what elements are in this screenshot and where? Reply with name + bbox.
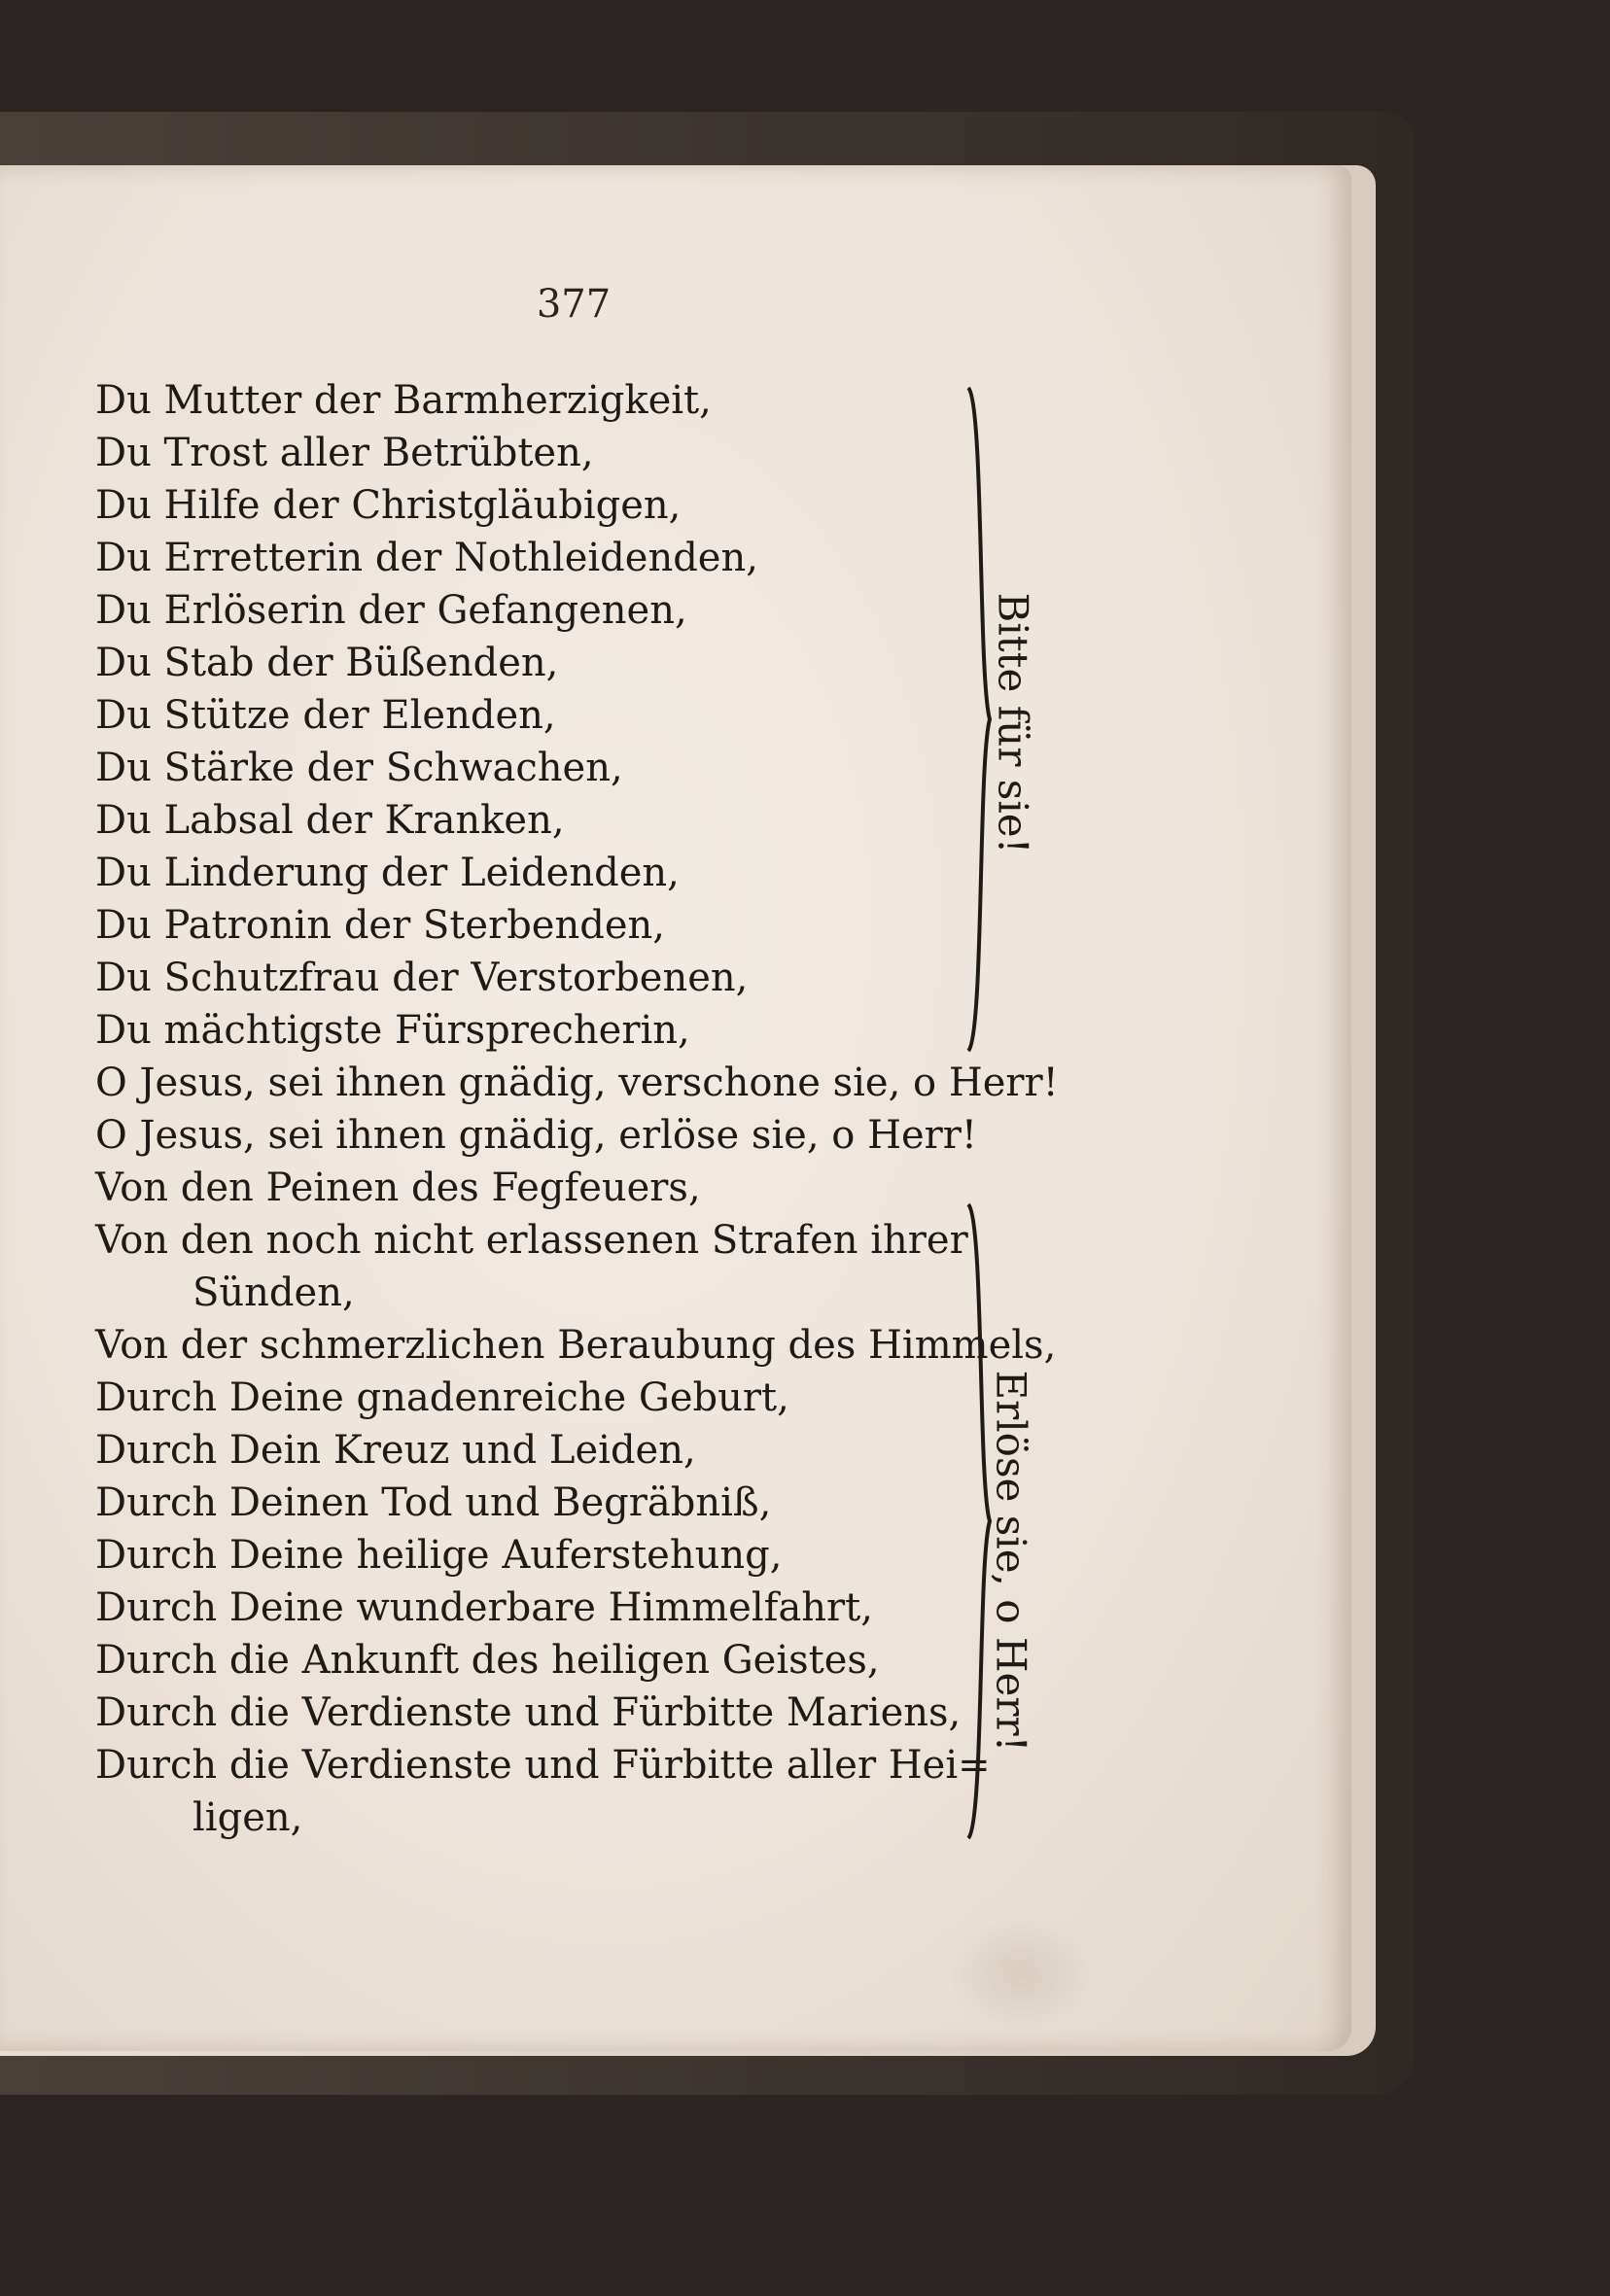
paper-stain [948, 1915, 1094, 2032]
text-line: Du Stärke der Schwachen, [95, 746, 623, 790]
text-line: O Jesus, sei ihnen gnädig, erlöse sie, o Herr! [95, 1113, 977, 1158]
text-line: O Jesus, sei ihnen gnädig, verschone sie, o Herr! [95, 1061, 1059, 1105]
text-line: Du Linderung der Leidenden, [95, 851, 680, 895]
text-line: Du Patronin der Sterbenden, [95, 903, 665, 948]
text-line: Durch Deine heilige Auferstehung, [95, 1533, 783, 1578]
text-line: Du Trost aller Betrübten, [95, 431, 594, 475]
text-line: Du Hilfe der Christgläubigen, [95, 483, 682, 528]
text-line: Durch Deine wunderbare Himmelfahrt, [95, 1585, 873, 1630]
text-line: Du Erlöserin der Gefangenen, [95, 588, 687, 633]
text-line: Von den noch nicht erlassenen Strafen ihrer [95, 1218, 968, 1263]
text-line: Du Stütze der Elenden, [95, 693, 556, 738]
text-line: ligen, [192, 1795, 303, 1840]
text-line: Von den Peinen des Fegfeuers, [95, 1165, 701, 1210]
text-line: Du mächtigste Fürsprecherin, [95, 1008, 690, 1053]
text-line: Durch Deinen Tod und Begräbniß, [95, 1480, 772, 1525]
text-line: Du Schutzfrau der Verstorbenen, [95, 956, 749, 1000]
text-line: Du Labsal der Kranken, [95, 798, 565, 843]
text-line: Von der schmerzlichen Beraubung des Himmels, [95, 1323, 1057, 1368]
page-number: 377 [536, 282, 612, 327]
upper-brace-label: Bitte für sie! [989, 592, 1037, 854]
text-line: Du Mutter der Barmherzigkeit, [95, 378, 712, 423]
text-line: Sünden, [192, 1270, 355, 1315]
text-line: Durch die Verdienste und Fürbitte aller Hei= [95, 1743, 991, 1788]
text-line: Durch die Verdienste und Fürbitte Mariens, [95, 1690, 962, 1735]
lower-brace-label: Erlöse sie, o Herr! [987, 1370, 1035, 1753]
text-line: Durch Dein Kreuz und Leiden, [95, 1428, 696, 1473]
text-line: Du Stab der Büßenden, [95, 641, 559, 685]
text-line: Du Erretterin der Nothleidenden, [95, 536, 758, 580]
text-line: Durch die Ankunft des heiligen Geistes, [95, 1638, 880, 1683]
text-line: Durch Deine gnadenreiche Geburt, [95, 1375, 789, 1420]
